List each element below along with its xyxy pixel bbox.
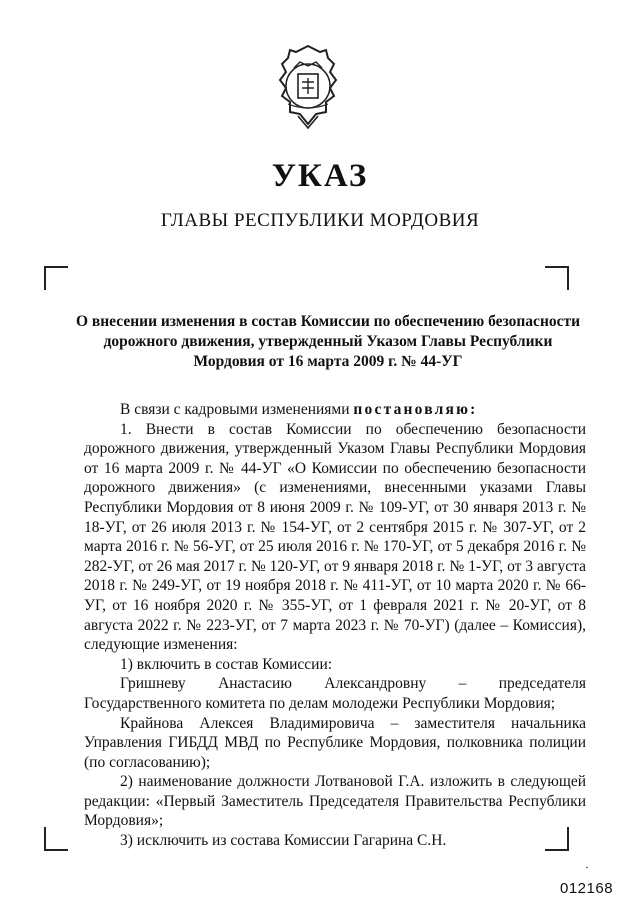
corner-mark-bottom-right <box>545 827 569 851</box>
decree-heading <box>70 312 586 372</box>
intro-decree-word: постановляю: <box>353 401 478 418</box>
corner-mark-top-right <box>545 266 569 290</box>
corner-mark-top-left <box>44 266 68 290</box>
tiny-print-mark: ▪ <box>586 865 588 871</box>
heading-line: О внесении изменения в состав Комиссии по обеспечению безопасности <box>75 313 581 330</box>
document-title: УКАЗ <box>271 158 369 194</box>
item-1: 1) включить в состав Комиссии: <box>120 655 333 673</box>
item-1-person-b: Крайнова Алексея Владимировича – заместителя начальника Управления ГИБДД МВД по Республике Мордовия, полковника полиции (по согласованию); <box>84 714 586 771</box>
paragraph-1: 1. Внести в состав Комиссии по обеспечению безопасности дорожного движения, утвержденный Указом Главы Республики Мордовия от 16 марта 2009 г. № 44-УГ «О Комиссии по обеспечению безопасности дорожного движения» (с изменениями, внесенными указами Главы Республики Мордовия от 8 июня 2009 г. № 109-УГ, от 30 января 2013 г. № 18-УГ, от 26 июля 2013 г. № 154-УГ, от 2 сентября 2015 г. № 307-УГ, от 2 марта 2016 г. № 56-УГ, от 25 июля 2016 г. № 170-УГ, от 5 декабря 2016 г. № 282-УГ, от 26 мая 2017 г. № 120-УГ, от 9 января 2018 г. № 1-УГ, от 3 августа 2018 г. № 249-УГ, от 19 ноября 2018 г. № 411-УГ, от 10 марта 2020 г. № 66-УГ, от 16 ноября 2020 г. № 355-УГ, от 1 февраля 2021 г. № 20-УГ, от 8 августа 2022 г. № 223-УГ, от 7 марта 2023 г. № 70-УГ) (далее – Комиссия), следующие изменения: <box>84 420 586 654</box>
heading-line: Мордовия от 16 марта 2009 г. № 44-УГ <box>193 353 463 370</box>
item-1-person-a: Гришневу Анастасию Александровну – председателя Государственного комитета по делам молодежи Республики Мордовия; <box>84 675 586 712</box>
decree-body <box>84 400 586 851</box>
item-3: 3) исключить из состава Комиссии Гагарина С.Н. <box>120 832 447 850</box>
item-2: 2) наименование должности Лотвановой Г.А. изложить в следующей редакции: «Первый Заместитель Председателя Правительства Республики Мордовия»; <box>84 773 586 830</box>
document-subtitle: ГЛАВЫ РЕСПУБЛИКИ МОРДОВИЯ <box>160 210 480 231</box>
intro-text: В связи с кадровыми изменениями <box>120 401 350 418</box>
coat-of-arms-emblem <box>268 42 348 134</box>
document-number: 012168 <box>560 880 614 897</box>
heading-line: дорожного движения, утвержденный Указом Главы Республики <box>103 333 553 350</box>
corner-mark-bottom-left <box>44 827 68 851</box>
intro-paragraph <box>84 400 586 420</box>
